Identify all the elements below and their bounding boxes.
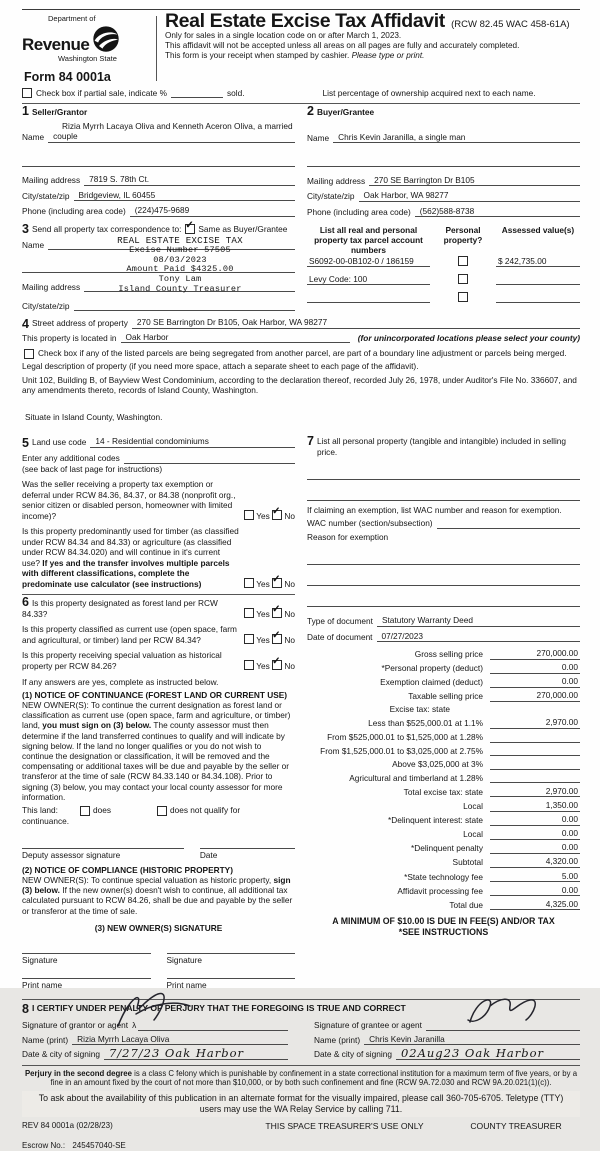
- grantor-print-value: Rizia Myrrh Lacaya Oliva: [72, 1034, 288, 1046]
- parcel-number-0: S6092-00-0B102-0 / 186159: [307, 255, 430, 267]
- land-use-column: [22, 436, 295, 990]
- seller-column: [22, 106, 295, 311]
- no-label: No: [284, 634, 295, 645]
- seller-name-value: couple: [48, 131, 295, 143]
- new-owner-print-row: [22, 978, 295, 991]
- grantee-signature-line: [426, 1020, 580, 1031]
- agency-block: [22, 14, 150, 83]
- continuance-word: continuance.: [22, 815, 70, 826]
- compliance-body: [22, 875, 295, 916]
- section1-title: Seller/Grantor: [31, 107, 88, 117]
- stamp-title: REAL ESTATE EXCISE TAX: [117, 235, 243, 246]
- escrow-row: [22, 1141, 580, 1151]
- assessed-value-2: [496, 291, 580, 303]
- header-divider: [156, 16, 157, 81]
- timber-answer: [244, 578, 295, 590]
- minimum-due-note: A MINIMUM OF $10.00 IS DUE IN FEE(S) AND/OR TAX: [332, 916, 555, 927]
- section5-number: 5: [22, 435, 29, 450]
- grantor-print-label: Name (print): [22, 1034, 69, 1045]
- stamp-date: 08/03/2023: [153, 254, 207, 265]
- excise-calculation: [307, 648, 580, 910]
- yes-label: Yes: [256, 510, 270, 521]
- delinquent-penalty-value: 0.00: [490, 842, 580, 854]
- grantor-date-city-label: Date & city of signing: [22, 1049, 100, 1060]
- agricultural-value: [490, 772, 580, 783]
- exemption-answer: [244, 510, 295, 522]
- header-note-3a: This form is your receipt when stamped by cashier.: [165, 51, 352, 61]
- no-label: No: [284, 660, 295, 671]
- gross-selling-price-label: Gross selling price: [414, 649, 483, 659]
- stamp-treasurer: Island County Treasurer: [118, 283, 242, 294]
- continuance-body: [22, 700, 295, 802]
- subtotal-value: 4,320.00: [490, 856, 580, 868]
- deputy-assessor-label: Deputy assessor signature: [22, 850, 121, 861]
- section4: [22, 317, 580, 422]
- personal-property-checkbox-1: [458, 274, 468, 284]
- additional-codes-label: Enter any additional codes: [22, 453, 120, 463]
- corr-city-field: [74, 300, 296, 311]
- grantor-signature-line: [138, 1020, 288, 1031]
- section8-number: 8: [22, 1001, 29, 1016]
- ownership-note: List percentage of ownership acquired next to each name.: [322, 87, 536, 98]
- land-use-value: 14 - Residential condominiums: [90, 436, 295, 448]
- continuance-title: (1) NOTICE OF CONTINUANCE (FOREST LAND OR CURRENT USE): [22, 689, 288, 700]
- personal-property-deduct-label: *Personal property (deduct): [381, 663, 483, 674]
- forest-no-checkbox: [272, 608, 282, 618]
- partial-sold-label: sold.: [226, 87, 245, 98]
- partial-percent-field: [171, 88, 223, 98]
- parcel-col1-header: List all real and personal property tax parcel account numbers: [314, 225, 423, 255]
- section3-intro: Send all property tax correspondence to:: [31, 223, 182, 234]
- revenue-logo-icon: [91, 25, 121, 53]
- buyer-phone-value: (562)588-8738: [415, 206, 580, 218]
- exemption-claimed-value: 0.00: [490, 676, 580, 688]
- corr-city-label: City/state/zip: [22, 300, 70, 311]
- buyer-name-value: Chris Kevin Jaranilla, a single man: [333, 132, 580, 144]
- seller-name-line1: Rizia Myrrh Lacaya Oliva and Kenneth Aceron Oliva, a married: [62, 120, 293, 131]
- wac-number-field: [437, 518, 580, 529]
- seller-name-label: Name: [22, 132, 45, 142]
- excise-column: [307, 436, 580, 990]
- section2-number: 2: [307, 104, 314, 118]
- personal-property-intro: List all personal property (tangible and intangible) included in selling price.: [316, 436, 567, 457]
- print-name-label: Print name: [166, 979, 207, 990]
- certify-statement: I CERTIFY UNDER PENALTY OF PERJURY THAT THE FOREGOING IS TRUE AND CORRECT: [31, 1003, 406, 1014]
- this-land-label: This land:: [22, 805, 58, 816]
- taxable-selling-price-label: Taxable selling price: [408, 691, 483, 702]
- parcel-table: [307, 226, 580, 303]
- form-title: Real Estate Excise Tax Affidavit: [165, 10, 445, 32]
- date-of-document-value: 07/27/2023: [377, 631, 581, 643]
- personal-property-checkbox-0: [458, 256, 468, 266]
- new-owner-print-2: [167, 978, 296, 991]
- buyer-mailing-value: 270 SE Barrington Dr B105: [369, 175, 580, 187]
- escrow-value: 245457040-SE: [72, 1140, 126, 1150]
- timber-question: [22, 526, 244, 589]
- historical-yes-checkbox: [244, 660, 254, 670]
- tier3-value: [490, 745, 580, 756]
- section5-6-divider: [22, 594, 295, 595]
- continuance-body-bold: you must sign on (3) below.: [42, 720, 152, 731]
- tier4-value: [490, 759, 580, 770]
- compliance-body-pre: NEW OWNER(S): To continue special valuation as historic property,: [22, 875, 274, 886]
- seller-mailing-value: 7819 S. 78th Ct.: [84, 174, 295, 186]
- subtotal-label: Subtotal: [452, 857, 483, 868]
- continuance-body-post: The county assessor must then determine if the land transferred continues to qualify and will indicate by signing below. If the land no longer qualifies or you do not wish to continue the designation or classification, it will be removed and the compensating or additional taxes will be due and payable by the seller or transferor at the time of sale (RCW 84.33.140 or 84.34.108). Prior to signing (3) below, you may contact your local county assessor for more information.: [22, 720, 290, 802]
- see-instructions-note: *SEE INSTRUCTIONS: [398, 926, 489, 937]
- current-use-yes-checkbox: [244, 634, 254, 644]
- assessed-value-1: [496, 273, 580, 285]
- header-bottom-rule: [22, 103, 580, 104]
- no-label: No: [284, 608, 295, 619]
- assessor-signature-row: [22, 848, 295, 861]
- new-owner-signature-1: [22, 953, 151, 966]
- no-label: No: [284, 510, 295, 521]
- buyer-mailing-label: Mailing address: [307, 175, 366, 186]
- stamp-amount-paid: Amount Paid $4325.00: [126, 264, 234, 275]
- compliance-title: (2) NOTICE OF COMPLIANCE (HISTORIC PROPERTY): [22, 864, 233, 875]
- form-header: [22, 10, 580, 84]
- total-due-label: Total due: [449, 899, 483, 910]
- section8: [22, 999, 580, 1117]
- reason-for-exemption-label: Reason for exemption: [307, 531, 389, 542]
- corr-name-label: Name: [22, 239, 45, 250]
- escrow-label: Escrow No.:: [22, 1140, 66, 1150]
- stamp-excise-number: Excise Number 57505: [129, 244, 231, 255]
- taxable-selling-price-value: 270,000.00: [490, 690, 580, 702]
- buyer-column: [307, 106, 580, 311]
- segregated-label: Check box if any of the listed parcels are being segregated from another parcel, are part of a boundary line adjustment or parcels being merged.: [38, 348, 567, 358]
- agricultural-label: Agricultural and timberland at 1.28%: [349, 772, 483, 783]
- personal-property-line-1: [307, 469, 580, 480]
- perjury-rest: is a class C felony which is punishable by confinement in a state correctional institution for a maximum term of five years, or by a fine in an amount fixed by the court of not more than $10,000, or by both such confinement and fine (RCW 9A.72.030 and RCW 9A.20.021(1)(c)).: [50, 1068, 578, 1088]
- exemption-claimed-label: Exemption claimed (deduct): [380, 677, 483, 688]
- seller-phone-label: Phone (including area code): [22, 206, 126, 216]
- delinquent-interest-local-value: 0.00: [490, 828, 580, 840]
- if-yes-note: If any answers are yes, complete as instructed below.: [22, 677, 219, 687]
- does-not-checkbox: [157, 806, 167, 816]
- tier2-value: [490, 732, 580, 743]
- personal-property-cell-1: [438, 273, 488, 285]
- buyer-city-label: City/state/zip: [307, 191, 355, 201]
- type-of-document-label: Type of document: [307, 616, 373, 626]
- current-use-no-checkbox: [272, 634, 282, 644]
- partial-sale-checkbox: [22, 88, 32, 98]
- revenue-wordmark: Revenue: [22, 34, 90, 54]
- yes-label: Yes: [256, 660, 270, 671]
- parcel-col2-header: Personal property?: [443, 225, 483, 245]
- exemption-no-checkbox: [272, 510, 282, 520]
- parcel-number-2: [307, 291, 430, 303]
- perjury-bold-lead: Perjury in the second degree: [24, 1068, 132, 1078]
- reason-line-2: [307, 575, 580, 586]
- situate-text: Situate in Island County, Washington.: [25, 411, 163, 422]
- new-owners-signature-title: (3) NEW OWNER(S) SIGNATURE: [94, 922, 223, 933]
- form-title-code: (RCW 82.45 WAC 458-61A): [451, 19, 570, 30]
- stamp-cashier-name: Tony Lam: [158, 274, 202, 285]
- section1-number: 1: [22, 104, 29, 118]
- street-address-label: Street address of property: [31, 318, 128, 328]
- personal-property-line-2: [307, 490, 580, 501]
- gross-selling-price-value: 270,000.00: [490, 648, 580, 660]
- located-in-label: This property is located in: [22, 332, 117, 343]
- signature-label: Signature: [166, 955, 203, 966]
- signature-label: Signature: [22, 955, 58, 966]
- forest-land-question-text: Is this property designated as forest land per RCW 84.33?: [22, 598, 218, 619]
- grantee-date-city-value: 02Aug23 Oak Harbor: [396, 1048, 580, 1060]
- grantor-date-city-value: 7/27/23 Oak Harbor: [104, 1048, 288, 1060]
- seller-city-value: Bridgeview, IL 60455: [74, 190, 296, 202]
- assessed-value-0: $ 242,735.00: [496, 255, 580, 267]
- grantor-signing-block: [22, 1016, 288, 1060]
- section3-number: 3: [22, 222, 29, 236]
- personal-property-checkbox-2: [458, 292, 468, 302]
- legal-description-label: Legal description of property (if you need more space, attach a separate sheet to each page of the affidavit).: [22, 361, 419, 371]
- parcel-col3-header: Assessed value(s): [501, 225, 575, 235]
- reason-line-1: [307, 554, 580, 565]
- delinquent-interest-local-label: Local: [463, 829, 483, 840]
- exemption-note: If claiming an exemption, list WAC number and reason for exemption.: [307, 505, 562, 515]
- header-note-1: Only for sales in a single location code on or after March 1, 2023.: [165, 30, 402, 40]
- buyer-city-value: Oak Harbor, WA 98277: [359, 190, 581, 202]
- header-note-3b-italic: Please type or print.: [351, 51, 425, 61]
- personal-property-cell-0: [438, 255, 488, 267]
- forest-yes-checkbox: [244, 608, 254, 618]
- seller-mailing-label: Mailing address: [22, 175, 81, 185]
- type-of-document-value: Statutory Warranty Deed: [377, 615, 580, 627]
- timber-no-checkbox: [272, 578, 282, 588]
- delinquent-penalty-label: *Delinquent penalty: [411, 843, 483, 854]
- footer-row: [22, 1121, 580, 1132]
- yes-label: Yes: [256, 608, 270, 619]
- parcel-number-1: Levy Code: 100: [307, 273, 430, 285]
- does-checkbox: [80, 806, 90, 816]
- timber-question-pre: Is this property predominantly used for timber (as classified under RCW 84.34 and 84.33) or agriculture (as classified under RCW 84.34.020) and will continue in it's current use?: [22, 526, 239, 568]
- land-use-label: Land use code: [31, 437, 87, 447]
- form-number: Form 84 0001a: [24, 70, 111, 84]
- reason-line-3: [307, 596, 580, 607]
- local-tax-value: 1,350.00: [490, 800, 580, 812]
- dept-of-label: Department of: [48, 14, 96, 23]
- tier1-label: Less than $525,000.01 at 1.1%: [368, 718, 483, 729]
- same-as-buyer-label: Same as Buyer/Grantee: [198, 223, 288, 234]
- section6-number: 6: [22, 595, 29, 609]
- legal-description-text: Unit 102, Building B, of Bayview West Condominium, according to the declaration thereof, recorded July 26, 1978, under Auditor's File No. 336607, and any amendments thereto, records of Island County, Washington.: [22, 374, 577, 395]
- personal-property-deduct-value: 0.00: [490, 662, 580, 674]
- exemption-question: Was the seller receiving a property tax exemption or deferral under RCW 84.36, 84.37, or 84.38 (nonprofit org., senior citizen or disabled person, homeowner with limited income)?: [22, 479, 236, 521]
- header-note-3: [165, 51, 580, 61]
- timber-yes-checkbox: [244, 578, 254, 588]
- new-owner-print-1: [22, 978, 151, 991]
- assessor-date-line: [200, 848, 295, 861]
- grantee-signature-label: Signature of grantee or agent: [314, 1020, 422, 1031]
- historical-question: Is this property receiving special valuation as historical property per RCW 84.26?: [22, 650, 222, 671]
- street-address-value: 270 SE Barrington Dr B105, Oak Harbor, WA 98277: [132, 317, 580, 329]
- buyer-name-extra-line: [307, 156, 580, 167]
- this-land-row: [22, 805, 295, 816]
- excise-tax-state-label: Excise tax: state: [389, 704, 450, 715]
- affidavit-processing-fee-label: Affidavit processing fee: [397, 885, 483, 896]
- additional-codes-field: [124, 453, 295, 464]
- does-label: does: [92, 805, 111, 816]
- total-excise-state-label: Total excise tax: state: [403, 786, 483, 797]
- state-technology-fee-label: *State technology fee: [404, 871, 483, 882]
- new-owner-signature-2: [167, 953, 296, 966]
- total-due-value: 4,325.00: [490, 899, 580, 911]
- washington-state-label: Washington State: [58, 53, 117, 63]
- delinquent-interest-state-label: *Delinquent interest: state: [387, 815, 483, 826]
- no-label: No: [284, 578, 295, 589]
- tier4-label: Above $3,025,000 at 3%: [392, 759, 483, 770]
- buyer-phone-label: Phone (including area code): [307, 206, 411, 217]
- new-owner-signature-row: [22, 953, 295, 966]
- grantee-print-value: Chris Kevin Jaranilla: [364, 1034, 580, 1046]
- current-use-question: Is this property classified as current use (open space, farm and agricultural, or timber) land per RCW 84.34?: [22, 624, 237, 645]
- tier1-value: 2,970.00: [490, 717, 580, 729]
- partial-sale-row: [22, 88, 580, 99]
- tax-correspondence-block: [22, 235, 295, 311]
- forest-land-answer: [244, 608, 295, 620]
- rev-number: REV 84 0001a (02/28/23): [22, 1121, 113, 1131]
- grantor-signature-label: Signature of grantor or agent: [22, 1020, 129, 1031]
- total-excise-state-value: 2,970.00: [490, 786, 580, 798]
- historical-answer: [244, 660, 295, 672]
- state-technology-fee-value: 5.00: [490, 871, 580, 883]
- assessor-date-label: Date: [199, 850, 218, 861]
- continuance-body-pre: NEW OWNER(S): To continue the current designation as forest land or classification as current use (open space, farm and agriculture, or timber) land,: [22, 700, 291, 731]
- grantee-date-city-label: Date & city of signing: [314, 1049, 392, 1060]
- tier3-label: From $1,525,000.01 to $3,025,000 at 2.75%: [320, 745, 483, 756]
- compliance-body-post: If the new owner(s) doesn't wish to continue, all additional tax calculated pursuant to RCW 84.26, shall be due and payable by the seller or transferor at the time of sale.: [22, 885, 293, 916]
- timber-question-bold: If yes and the transfer involves multiple parcels with different classifications, complete the predominate use calculator (see instructions): [22, 557, 230, 589]
- does-not-label: does not qualify for: [169, 805, 241, 816]
- seller-name-extra-line: [22, 156, 295, 167]
- section2-title: Buyer/Grantee: [316, 107, 375, 117]
- yes-label: Yes: [256, 578, 270, 589]
- grantee-print-label: Name (print): [314, 1034, 361, 1045]
- yes-label: Yes: [256, 634, 270, 645]
- header-note-2: This affidavit will not be accepted unless all areas on all pages are fully and accurately completed.: [165, 40, 520, 50]
- excise-tax-state-spacer: [490, 705, 580, 715]
- perjury-notice: [22, 1065, 580, 1088]
- forest-land-question: [22, 597, 244, 619]
- section4-number: 4: [22, 316, 29, 331]
- partial-sale-label: Check box if partial sale, indicate %: [36, 87, 167, 98]
- seller-city-label: City/state/zip: [22, 190, 70, 201]
- grantor-signature-mark: λ: [132, 1020, 137, 1031]
- tier2-label: From $525,000.01 to $1,525,000 at 1.28%: [327, 732, 483, 743]
- historical-no-checkbox: [272, 660, 282, 670]
- seller-phone-value: (224)475-9689: [130, 205, 295, 217]
- grantee-signing-block: [314, 1016, 580, 1060]
- section7-number: 7: [307, 434, 314, 448]
- personal-property-cell-2: [438, 291, 488, 303]
- delinquent-interest-state-value: 0.00: [490, 814, 580, 826]
- treasurer-stamp: [74, 236, 286, 295]
- deputy-assessor-signature-line: [22, 848, 184, 861]
- see-back-note: (see back of last page for instructions): [22, 463, 163, 474]
- located-note: (for unincorporated locations please select your county): [357, 332, 580, 343]
- compliance-body-bold: sign (3) below.: [22, 875, 291, 896]
- county-treasurer-label: COUNTY TREASURER: [470, 1121, 562, 1132]
- treasurer-space-label: THIS SPACE TREASURER'S USE ONLY: [265, 1121, 424, 1132]
- current-use-answer: [244, 634, 295, 646]
- wac-number-label: WAC number (section/subsection): [307, 518, 433, 528]
- local-tax-label: Local: [463, 801, 483, 812]
- segregated-checkbox: [24, 349, 34, 359]
- print-name-label: Print name: [22, 979, 63, 990]
- exemption-yes-checkbox: [244, 510, 254, 520]
- affidavit-processing-fee-value: 0.00: [490, 885, 580, 897]
- located-in-value: Oak Harbor: [121, 332, 350, 344]
- corr-mailing-label: Mailing address: [22, 281, 81, 292]
- buyer-name-label: Name: [307, 132, 330, 143]
- accessibility-notice: To ask about the availability of this publication in an alternate format for the visually impaired, please call 360-705-6705. Teletype (TTY) users may use the WA Relay Service by calling 711.: [22, 1091, 580, 1117]
- date-of-document-label: Date of document: [307, 631, 373, 642]
- same-as-buyer-checkbox: [185, 224, 195, 234]
